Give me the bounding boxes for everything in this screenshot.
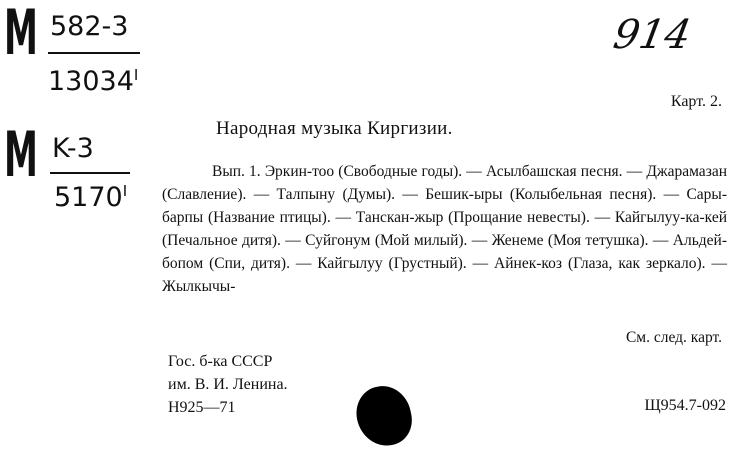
handwritten-corner-note: 914 bbox=[609, 12, 695, 58]
library-line-2: им. В. И. Ленина. bbox=[168, 376, 288, 393]
ink-blot-stamp bbox=[351, 381, 416, 451]
catalog-code: Щ954.7-092 bbox=[644, 397, 726, 414]
handwritten-number-top: 582-3 bbox=[50, 11, 129, 42]
continued-note: См. след. карт. bbox=[625, 329, 722, 346]
card-body-text: Вып. 1. Эркин-тоо (Свободные годы). — Асылбашская песня. — Джарамазан (Славление). — Талпыну (Думы). — Бешик-ыры (Колыбельная песня). — Сары-барпы (Название птицы). — Танскан-жыр (Прощание невесты). — Кайгылуу-ка-кей (Печальное дитя). — Суйгонум (Мой милый). — Женеме (Моя тетушка). — Альдей-бопом (Спи, дитя). — Кайгылуу (Грустный). — Айнек-коз (Глаза, как зеркало). — Жылкычы- bbox=[162, 163, 727, 295]
handwritten-mark-lower: M bbox=[4, 118, 38, 191]
library-code: Н925—71 bbox=[168, 399, 236, 416]
handwritten-rule-1 bbox=[48, 52, 140, 54]
handwritten-number-lower-top: K-3 bbox=[52, 133, 94, 164]
card-number: Карт. 2. bbox=[670, 93, 722, 110]
library-block bbox=[168, 350, 288, 419]
handwritten-number-bottom: $13034^I$ bbox=[48, 66, 139, 97]
library-line-1: Гос. б-ка СССР bbox=[168, 353, 273, 370]
handwritten-number-lower-bottom: $5170^I$ bbox=[54, 182, 128, 213]
handwritten-rule-2 bbox=[50, 172, 130, 174]
card-title: Народная музыка Киргизии. bbox=[216, 118, 453, 139]
card-body bbox=[162, 160, 727, 298]
handwritten-mark-top: M bbox=[4, 0, 38, 69]
